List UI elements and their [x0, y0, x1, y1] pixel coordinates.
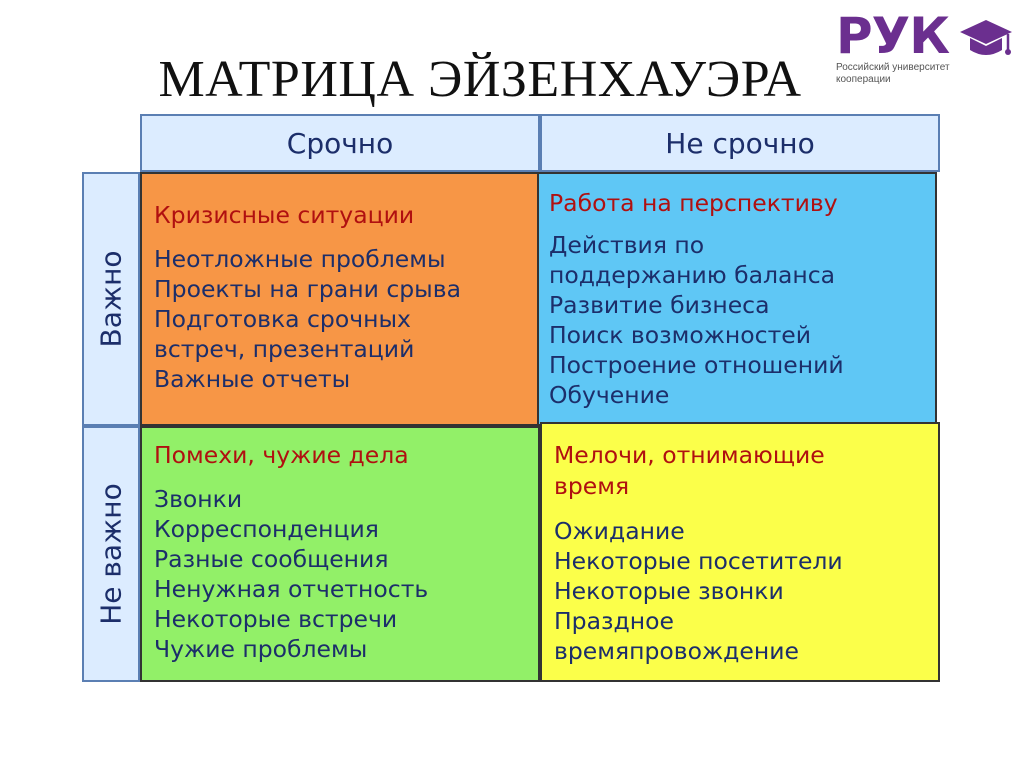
- quadrant-item: Разные сообщения: [154, 545, 389, 573]
- quadrant-item: Звонки: [154, 485, 243, 513]
- quadrant-item: поддержанию баланса: [549, 261, 836, 289]
- graduation-cap-icon: [958, 16, 1014, 66]
- quadrant-title: [554, 440, 926, 502]
- quadrant-not-urgent-important: [537, 172, 937, 426]
- quadrant-item: Ожидание: [554, 517, 685, 545]
- quadrant-title-line: время: [554, 472, 630, 500]
- quadrant-item: Поиск возможностей: [549, 321, 811, 349]
- quadrant-item: Праздное: [554, 607, 674, 635]
- quadrant-urgent-not-important: [140, 426, 540, 682]
- quadrant-item: Проекты на грани срыва: [154, 275, 461, 303]
- quadrant-title: Кризисные ситуации: [154, 201, 415, 229]
- quadrant-title-line: Мелочи, отнимающие: [554, 441, 825, 469]
- quadrant-item: Важные отчеты: [154, 365, 351, 393]
- logo-subtitle-line: Российский университет: [836, 62, 950, 73]
- logo: [836, 8, 1016, 98]
- quadrant-urgent-important: [140, 172, 540, 426]
- quadrant-item: Чужие проблемы: [154, 635, 368, 663]
- row-header-label: Важно: [94, 250, 128, 348]
- quadrant-item: Некоторые встречи: [154, 605, 398, 633]
- quadrant-item: Неотложные проблемы: [154, 245, 446, 273]
- quadrant-item: Развитие бизнеса: [549, 291, 770, 319]
- quadrant-item: Ненужная отчетность: [154, 575, 429, 603]
- quadrant-item: Корреспонденция: [154, 515, 379, 543]
- logo-subtitle-line: кооперации: [836, 74, 891, 85]
- logo-wordmark: РУК: [836, 7, 950, 65]
- quadrant-item: Некоторые посетители: [554, 547, 843, 575]
- quadrant-item: Действия по: [549, 231, 705, 259]
- slide-title: МАТРИЦА ЭЙЗЕНХАУЭРА: [158, 51, 802, 108]
- quadrant-title: Работа на перспективу: [549, 189, 838, 217]
- row-header-important: [82, 172, 140, 426]
- quadrant-item: Некоторые звонки: [554, 577, 784, 605]
- row-header-label: Не важно: [94, 483, 128, 625]
- quadrant-item: времяпровождение: [554, 637, 799, 665]
- column-header-not-urgent: Не срочно: [540, 114, 940, 172]
- column-header-urgent: Срочно: [140, 114, 540, 172]
- logo-subtitle: [836, 62, 996, 86]
- quadrant-item: Подготовка срочных: [154, 305, 411, 333]
- row-header-not-important: [82, 426, 140, 682]
- quadrant-not-urgent-not-important: [540, 422, 940, 682]
- quadrant-title: Помехи, чужие дела: [154, 441, 409, 469]
- quadrant-item: встреч, презентаций: [154, 335, 415, 363]
- quadrant-item: Построение отношений: [549, 351, 844, 379]
- quadrant-item: Обучение: [549, 381, 670, 409]
